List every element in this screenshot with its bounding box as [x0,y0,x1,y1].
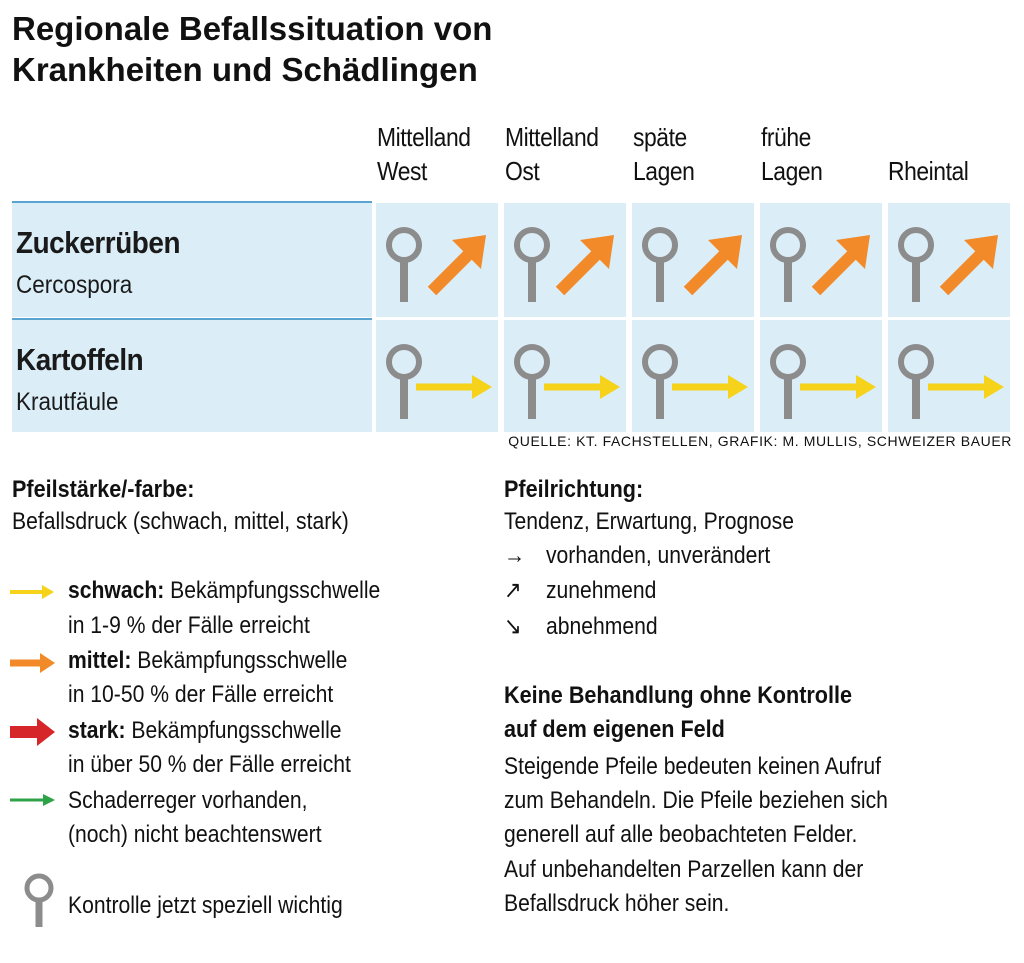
arrow-right-icon [928,375,1004,399]
arrow-right-icon [800,375,876,399]
magnifier-icon [517,230,547,302]
magnifier-icon [645,230,675,302]
legend-strength-heading: Pfeilstärke/-farbe: [12,476,195,503]
magnifier-icon [773,230,803,302]
legend-key: schwach: [68,577,165,604]
note-line: generell auf alle beobachteten Felder. [504,821,858,848]
legend-text: in 10-50 % der Fälle erreicht [68,681,334,708]
legend-key: stark: [68,717,126,744]
column-header-fruehe-lagen: frühe Lagen [761,122,823,186]
status-cell-rheintal [888,320,1010,432]
arrow-right-icon [544,375,620,399]
magnifier-icon [22,873,58,929]
column-header-spaete-lagen: späte Lagen [633,122,695,186]
arrow-right-icon [672,375,748,399]
magnifier-icon [901,230,931,302]
magnifier-icon [389,230,419,302]
direction-label: vorhanden, unverändert [546,542,771,569]
legend-text: in 1-9 % der Fälle erreicht [68,612,310,639]
status-graphic [760,320,882,432]
arrow-up-right-icon [432,235,486,291]
magnifier-icon [645,347,675,419]
column-header-rheintal: Rheintal [888,156,969,186]
direction-label: zunehmend [546,577,657,604]
arrow-green-icon [10,792,56,808]
status-graphic [376,203,498,317]
legend-text: (noch) nicht beachtenswert [68,821,322,848]
source-credit: QUELLE: KT. FACHSTELLEN, GRAFIK: M. MULLIS, SCHWEIZER BAUER [508,433,1012,449]
column-header-mittelland-ost: Mittelland Ost [505,122,599,186]
pest-name: Cercospora [16,271,133,299]
arrow-up-right-icon [688,235,742,291]
magnifier-icon [901,347,931,419]
status-cell-mittelland-ost [504,320,626,432]
status-cell-fruehe-lagen [760,320,882,432]
legend-key: mittel: [68,647,132,674]
arrow-up-right-icon [816,235,870,291]
direction-symbol: ↗ [504,577,522,604]
note-heading-line-2: auf dem eigenen Feld [504,716,725,743]
note-line: Befallsdruck höher sein. [504,890,730,917]
direction-label: abnehmend [546,613,658,640]
title-line-1: Regionale Befallssituation von [12,10,493,47]
arrow-up-right-icon [944,235,998,291]
status-cell-spaete-lagen [632,203,754,317]
magnifier-icon [389,347,419,419]
legend-strength-subheading: Befallsdruck (schwach, mittel, stark) [12,508,349,535]
magnifier-icon [517,347,547,419]
status-cell-mittelland-ost [504,203,626,317]
pest-name: Krautfäule [16,388,119,416]
status-graphic [888,203,1010,317]
note-line: Steigende Pfeile bedeuten keinen Aufruf [504,753,881,780]
crop-name: Zuckerrüben [16,225,181,260]
status-graphic [632,203,754,317]
status-graphic [376,320,498,432]
status-cell-rheintal [888,203,1010,317]
row-label-kartoffeln [12,320,372,432]
arrow-right-icon [416,375,492,399]
arrow-orange-icon [10,652,56,674]
arrow-yellow-icon [10,583,56,601]
crop-name: Kartoffeln [16,342,144,377]
legend-text: Bekämpfungsschwelle [164,577,381,604]
status-graphic [504,320,626,432]
magnifier-icon [773,347,803,419]
direction-symbol: ↘ [504,613,522,640]
legend-direction-subheading: Tendenz, Erwartung, Prognose [504,508,794,535]
status-cell-mittelland-west [376,320,498,432]
arrow-up-right-icon [560,235,614,291]
row-label-zuckerrueben [12,203,372,317]
status-graphic [504,203,626,317]
legend-direction-heading: Pfeilrichtung: [504,476,644,503]
status-cell-fruehe-lagen [760,203,882,317]
legend-text: Kontrolle jetzt speziell wichtig [68,892,343,919]
status-graphic [760,203,882,317]
status-cell-spaete-lagen [632,320,754,432]
direction-symbol: → [504,542,526,569]
legend-text: Bekämpfungsschwelle [125,717,342,744]
title-line-2: Krankheiten und Schädlingen [12,51,478,88]
note-heading-line-1: Keine Behandlung ohne Kontrolle [504,682,853,709]
status-graphic [888,320,1010,432]
status-cell-mittelland-west [376,203,498,317]
status-graphic [632,320,754,432]
column-header-mittelland-west: Mittelland West [377,122,471,186]
legend-text: Bekämpfungsschwelle [131,647,348,674]
legend-text: Schaderreger vorhanden, [68,787,308,814]
note-line: zum Behandeln. Die Pfeile beziehen sich [504,787,888,814]
legend-text: in über 50 % der Fälle erreicht [68,751,351,778]
page-title [12,8,712,90]
note-line: Auf unbehandelten Parzellen kann der [504,856,864,883]
arrow-red-icon [10,718,56,746]
